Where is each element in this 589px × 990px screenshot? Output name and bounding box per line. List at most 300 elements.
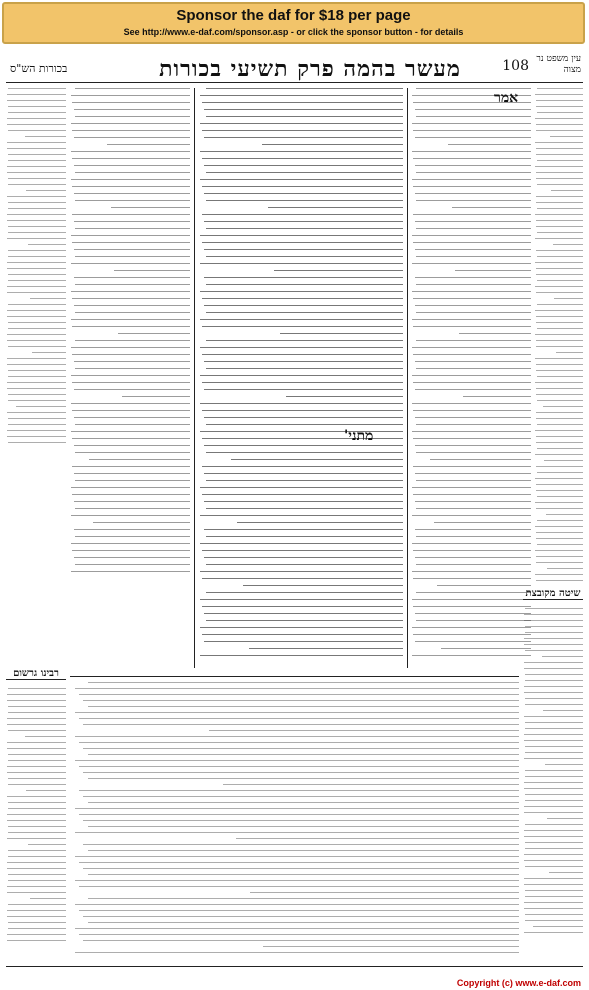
text-line <box>536 130 583 131</box>
text-line <box>8 850 66 851</box>
shita-mekubetzet-column <box>523 608 583 938</box>
text-line <box>536 340 583 341</box>
text-line <box>413 130 531 131</box>
text-line <box>30 298 66 299</box>
text-line <box>416 200 531 201</box>
text-line <box>8 304 66 305</box>
text-line <box>537 520 583 521</box>
text-line <box>7 742 66 743</box>
text-line <box>416 452 531 453</box>
text-line <box>415 277 531 278</box>
text-line <box>416 564 531 565</box>
text-line <box>83 748 519 749</box>
text-line <box>525 746 583 747</box>
text-line <box>32 352 66 353</box>
text-line <box>536 364 583 365</box>
text-line <box>75 904 520 905</box>
text-line <box>416 480 531 481</box>
text-line <box>8 232 66 233</box>
text-line <box>72 410 190 411</box>
text-line <box>413 186 531 187</box>
text-line <box>525 698 583 699</box>
text-line <box>7 814 66 815</box>
text-line <box>8 130 66 131</box>
text-line <box>71 487 190 488</box>
text-line <box>536 538 583 539</box>
text-line <box>7 934 66 935</box>
text-line <box>448 144 531 145</box>
text-line <box>204 193 403 194</box>
lower-rule <box>70 676 519 677</box>
text-line <box>537 448 583 449</box>
tosafot-column <box>70 88 190 578</box>
text-line <box>7 772 66 773</box>
text-line <box>536 484 583 485</box>
text-line <box>72 466 190 467</box>
text-line <box>75 116 190 117</box>
text-line <box>8 832 66 833</box>
text-line <box>415 417 531 418</box>
text-line <box>535 94 583 95</box>
text-line <box>202 130 403 131</box>
text-line <box>536 442 583 443</box>
text-line <box>200 151 403 152</box>
text-line <box>206 480 403 481</box>
text-line <box>200 543 403 544</box>
text-line <box>71 291 190 292</box>
text-line <box>412 487 531 488</box>
text-line <box>524 884 583 885</box>
text-line <box>525 752 583 753</box>
text-line <box>204 417 403 418</box>
text-line <box>536 172 583 173</box>
text-line <box>441 648 531 649</box>
text-line <box>71 235 190 236</box>
text-line <box>536 412 583 413</box>
text-line <box>75 760 520 761</box>
text-line <box>524 830 583 831</box>
text-line <box>8 880 66 881</box>
text-line <box>202 494 403 495</box>
page-title: מעשר בהמה פרק תשיעי בכורות <box>159 56 461 82</box>
text-line <box>204 529 403 530</box>
text-line <box>8 376 66 377</box>
text-line <box>413 242 531 243</box>
text-line <box>83 724 519 725</box>
text-line <box>7 412 66 413</box>
text-line <box>549 872 583 873</box>
text-line <box>202 242 403 243</box>
text-line <box>88 754 519 755</box>
text-line <box>202 298 403 299</box>
text-line <box>7 388 66 389</box>
text-line <box>525 632 583 633</box>
text-line <box>79 766 519 767</box>
text-line <box>525 728 583 729</box>
text-line <box>8 208 66 209</box>
text-line <box>7 916 66 917</box>
text-line <box>206 340 403 341</box>
text-line <box>524 902 583 903</box>
text-line <box>416 256 531 257</box>
text-line <box>413 214 531 215</box>
text-line <box>524 908 583 909</box>
text-line <box>452 207 531 208</box>
text-line <box>416 88 531 89</box>
text-line <box>537 160 583 161</box>
text-line <box>204 389 403 390</box>
text-line <box>202 466 403 467</box>
text-line <box>416 228 531 229</box>
rashi-column <box>411 88 531 668</box>
text-line <box>200 347 403 348</box>
text-line <box>412 235 531 236</box>
text-line <box>535 478 583 479</box>
text-line <box>7 868 66 869</box>
text-line <box>71 347 190 348</box>
text-line <box>415 501 531 502</box>
text-line <box>74 305 190 306</box>
text-line <box>536 202 583 203</box>
text-line <box>413 634 531 635</box>
text-line <box>75 228 190 229</box>
text-line <box>536 388 583 389</box>
text-line <box>7 94 66 95</box>
text-line <box>206 620 403 621</box>
text-line <box>412 655 531 656</box>
text-line <box>413 466 531 467</box>
text-line <box>204 361 403 362</box>
text-line <box>75 284 190 285</box>
text-line <box>525 722 583 723</box>
text-line <box>75 200 190 201</box>
text-line <box>7 148 66 149</box>
text-line <box>204 501 403 502</box>
text-line <box>107 144 190 145</box>
text-line <box>8 370 66 371</box>
text-line <box>543 406 583 407</box>
copyright-notice[interactable]: Copyright (c) www.e-daf.com <box>456 978 581 988</box>
text-line <box>71 515 190 516</box>
opening-word: אמר <box>494 90 519 106</box>
text-line <box>415 613 531 614</box>
text-line <box>204 613 403 614</box>
text-line <box>249 648 403 649</box>
text-line <box>200 95 403 96</box>
text-line <box>8 226 66 227</box>
text-line <box>8 706 66 707</box>
text-line <box>204 473 403 474</box>
sponsor-title[interactable]: Sponsor the daf for $18 per page <box>176 7 411 24</box>
text-line <box>547 568 583 569</box>
text-line <box>535 334 583 335</box>
text-line <box>535 358 583 359</box>
text-line <box>7 292 66 293</box>
text-line <box>415 361 531 362</box>
text-line <box>8 394 66 395</box>
text-line <box>204 221 403 222</box>
text-line <box>88 898 519 899</box>
text-line <box>8 754 66 755</box>
text-line <box>8 322 66 323</box>
text-line <box>525 674 583 675</box>
text-line <box>537 376 583 377</box>
text-line <box>537 496 583 497</box>
text-line <box>535 574 583 575</box>
text-line <box>74 277 190 278</box>
text-line <box>537 328 583 329</box>
sponsor-subtitle[interactable]: See http://www.e-daf.com/sponsor.asp - or click the sponsor button - for details <box>123 27 464 37</box>
text-line <box>114 270 190 271</box>
text-line <box>415 389 531 390</box>
text-line <box>524 788 583 789</box>
text-line <box>535 286 583 287</box>
text-line <box>416 116 531 117</box>
text-line <box>412 571 531 572</box>
gemara-column <box>198 88 403 668</box>
text-line <box>206 312 403 313</box>
text-line <box>524 854 583 855</box>
text-line <box>8 688 66 689</box>
text-line <box>536 532 583 533</box>
column-divider-left <box>194 88 195 668</box>
text-line <box>206 116 403 117</box>
text-line <box>537 208 583 209</box>
text-line <box>204 249 403 250</box>
text-line <box>543 710 583 711</box>
text-line <box>88 682 519 683</box>
text-line <box>463 396 531 397</box>
text-line <box>7 100 66 101</box>
text-line <box>202 550 403 551</box>
text-line <box>416 340 531 341</box>
text-line <box>71 403 190 404</box>
text-line <box>536 226 583 227</box>
text-line <box>75 368 190 369</box>
text-line <box>524 716 583 717</box>
text-line <box>412 543 531 544</box>
text-line <box>202 102 403 103</box>
text-line <box>72 130 190 131</box>
text-line <box>553 244 583 245</box>
text-line <box>536 316 583 317</box>
text-line <box>202 354 403 355</box>
text-line <box>7 286 66 287</box>
text-line <box>412 347 531 348</box>
text-line <box>204 305 403 306</box>
text-line <box>72 382 190 383</box>
lower-text <box>70 682 519 953</box>
text-line <box>71 375 190 376</box>
text-line <box>535 310 583 311</box>
text-line <box>122 396 190 397</box>
text-line <box>206 200 403 201</box>
text-line <box>74 109 190 110</box>
text-line <box>416 592 531 593</box>
text-line <box>535 454 583 455</box>
text-line <box>8 778 66 779</box>
text-line <box>202 214 403 215</box>
text-line <box>536 490 583 491</box>
text-line <box>8 400 66 401</box>
text-line <box>8 328 66 329</box>
text-line <box>83 868 519 869</box>
talmud-page <box>0 48 589 978</box>
text-line <box>8 808 66 809</box>
text-line <box>74 389 190 390</box>
text-line <box>7 796 66 797</box>
text-line <box>524 668 583 669</box>
text-line <box>8 346 66 347</box>
text-line <box>413 606 531 607</box>
text-line <box>524 734 583 735</box>
text-line <box>8 154 66 155</box>
text-line <box>7 316 66 317</box>
text-line <box>7 694 66 695</box>
text-line <box>524 836 583 837</box>
text-line <box>455 270 531 271</box>
text-line <box>8 802 66 803</box>
text-line <box>536 100 583 101</box>
text-line <box>200 403 403 404</box>
text-line <box>8 202 66 203</box>
text-line <box>200 291 403 292</box>
text-line <box>72 242 190 243</box>
text-line <box>206 536 403 537</box>
text-line <box>535 430 583 431</box>
text-line <box>8 856 66 857</box>
text-line <box>413 438 531 439</box>
footer-rule <box>6 966 583 967</box>
text-line <box>79 694 519 695</box>
text-line <box>412 375 531 376</box>
text-line <box>25 136 66 137</box>
text-line <box>413 494 531 495</box>
text-line <box>72 438 190 439</box>
text-line <box>8 250 66 251</box>
text-line <box>7 238 66 239</box>
text-line <box>537 88 583 89</box>
text-line <box>7 766 66 767</box>
text-line <box>525 794 583 795</box>
text-line <box>524 806 583 807</box>
text-line <box>525 920 583 921</box>
text-line <box>537 112 583 113</box>
text-line <box>202 634 403 635</box>
text-line <box>412 263 531 264</box>
text-line <box>262 144 403 145</box>
text-line <box>79 910 519 911</box>
text-line <box>75 508 190 509</box>
text-line <box>111 207 190 208</box>
text-line <box>7 220 66 221</box>
text-line <box>8 160 66 161</box>
text-line <box>551 190 583 191</box>
text-line <box>413 410 531 411</box>
text-line <box>7 172 66 173</box>
text-line <box>72 550 190 551</box>
sponsor-banner[interactable] <box>2 2 585 44</box>
text-line <box>524 662 583 663</box>
text-line <box>74 445 190 446</box>
text-line <box>413 550 531 551</box>
text-line <box>536 556 583 557</box>
text-line <box>536 394 583 395</box>
text-line <box>71 431 190 432</box>
text-line <box>536 220 583 221</box>
text-line <box>7 820 66 821</box>
text-line <box>525 848 583 849</box>
text-line <box>415 529 531 530</box>
text-line <box>7 910 66 911</box>
text-line <box>524 782 583 783</box>
text-line <box>71 571 190 572</box>
text-line <box>28 844 66 845</box>
text-line <box>550 136 583 137</box>
text-line <box>8 928 66 929</box>
text-line <box>83 796 519 797</box>
text-line <box>415 193 531 194</box>
text-line <box>74 417 190 418</box>
text-line <box>79 886 519 887</box>
text-line <box>536 250 583 251</box>
ein-mishpat-label: עין משפט נר מצוה <box>536 54 581 75</box>
text-line <box>75 480 190 481</box>
text-line <box>88 826 519 827</box>
text-line <box>525 626 583 627</box>
text-line <box>416 620 531 621</box>
text-line <box>7 892 66 893</box>
text-line <box>75 856 520 857</box>
text-line <box>535 142 583 143</box>
text-line <box>537 304 583 305</box>
text-line <box>83 940 519 941</box>
text-line <box>7 700 66 701</box>
text-line <box>434 522 531 523</box>
text-line <box>250 892 519 893</box>
text-line <box>524 644 583 645</box>
text-line <box>525 914 583 915</box>
text-line <box>243 585 403 586</box>
text-line <box>536 124 583 125</box>
text-line <box>536 292 583 293</box>
text-line <box>7 118 66 119</box>
text-line <box>535 382 583 383</box>
text-line <box>72 326 190 327</box>
text-line <box>274 270 403 271</box>
text-line <box>71 263 190 264</box>
text-line <box>74 501 190 502</box>
text-line <box>7 838 66 839</box>
text-line <box>412 319 531 320</box>
text-line <box>74 557 190 558</box>
text-line <box>28 244 66 245</box>
text-line <box>26 790 66 791</box>
text-line <box>7 358 66 359</box>
text-line <box>413 298 531 299</box>
text-line <box>525 842 583 843</box>
text-line <box>88 922 519 923</box>
text-line <box>536 466 583 467</box>
text-line <box>546 514 583 515</box>
text-line <box>537 472 583 473</box>
text-line <box>8 760 66 761</box>
text-line <box>412 403 531 404</box>
text-line <box>7 748 66 749</box>
text-line <box>7 718 66 719</box>
text-line <box>202 382 403 383</box>
text-line <box>525 770 583 771</box>
